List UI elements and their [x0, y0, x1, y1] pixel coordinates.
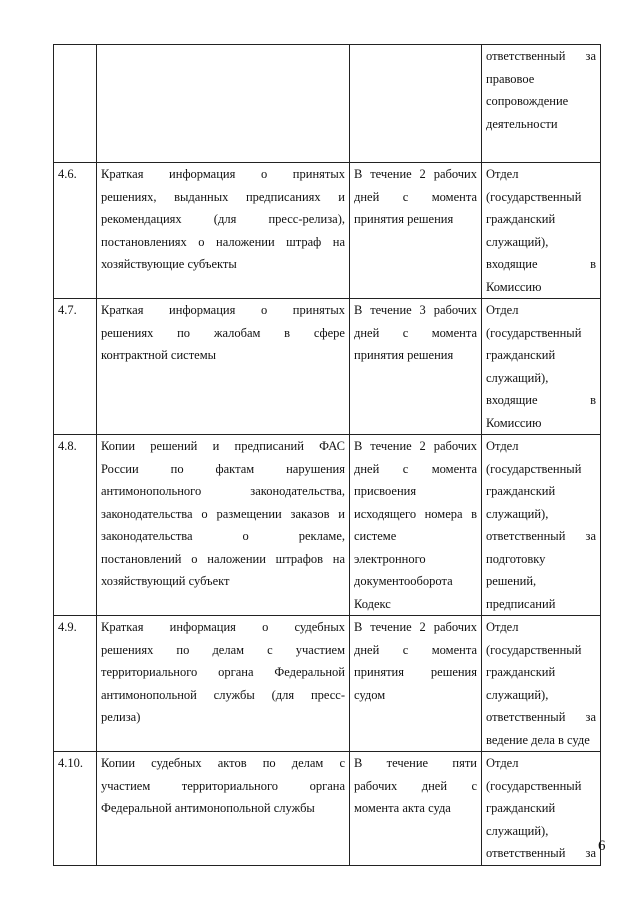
responsible-line: входящие в: [486, 393, 596, 407]
responsible-line: Отдел: [486, 439, 519, 453]
information-line: решениях по жалобам в сфере: [101, 325, 345, 340]
row-number: 4.8.: [58, 439, 77, 453]
responsible-line: гражданский: [486, 665, 556, 679]
information-line: релиза): [101, 710, 141, 724]
deadline-line: дней с момента: [354, 325, 477, 340]
responsible-line: служащий),: [486, 506, 549, 521]
responsible-cell: [482, 45, 601, 163]
deadline-cell: [350, 299, 482, 435]
table-row: [54, 163, 601, 299]
table-row: [54, 45, 601, 163]
deadline-line: документооборота: [354, 574, 453, 588]
information-line: Федеральной антимонопольной службы: [101, 801, 315, 815]
deadline-line: Кодекс: [354, 596, 391, 611]
information-type-cell: [97, 163, 350, 299]
information-type-cell: [97, 435, 350, 616]
table-body: [54, 45, 601, 866]
information-line: рекомендациях (для пресс-релиза),: [101, 212, 345, 226]
responsible-line: Комиссию: [486, 279, 542, 294]
table-row: [54, 299, 601, 435]
information-line: Краткая информация о принятых: [101, 303, 345, 317]
responsible-line: предписаний: [486, 596, 556, 611]
info-disclosure-table: [53, 44, 601, 866]
responsible-line: ответственный за: [486, 710, 596, 724]
row-number-cell: [54, 299, 97, 435]
deadline-line: В течение 3 рабочих: [354, 303, 477, 317]
deadline-line: системе: [354, 529, 397, 543]
deadline-line: дней с момента: [354, 461, 477, 476]
information-line: постановлений о наложении штрафов на: [101, 551, 345, 566]
responsible-line: (государственный: [486, 778, 582, 793]
page-number: 6: [598, 838, 606, 854]
responsible-line: (государственный: [486, 189, 582, 204]
information-type-cell: [97, 45, 350, 163]
responsible-line: Отдел: [486, 303, 519, 317]
deadline-line: дней с момента: [354, 189, 477, 204]
deadline-line: В течение 2 рабочих: [354, 620, 477, 634]
deadline-line: момента акта суда: [354, 801, 451, 815]
row-number: 4.9.: [58, 620, 77, 634]
responsible-line: (государственный: [486, 642, 582, 657]
responsible-cell: [482, 299, 601, 435]
deadline-line: принятия решения: [354, 665, 477, 679]
row-number-cell: [54, 45, 97, 163]
information-line: России по фактам нарушения: [101, 461, 345, 476]
information-line: решениях, выданных предписаниях и: [101, 189, 345, 204]
responsible-line: (государственный: [486, 325, 582, 340]
information-line: хозяйствующий субъект: [101, 574, 230, 588]
information-line: решениях по делам с участием: [101, 642, 345, 657]
responsible-line: гражданский: [486, 484, 556, 498]
responsible-cell: [482, 616, 601, 752]
responsible-line: Отдел: [486, 620, 519, 634]
responsible-cell: [482, 752, 601, 866]
deadline-line: принятия решения: [354, 348, 454, 362]
deadline-cell: [350, 435, 482, 616]
responsible-cell: [482, 435, 601, 616]
row-number-cell: [54, 435, 97, 616]
responsible-line: ведение дела в суде: [486, 732, 590, 747]
deadline-line: судом: [354, 687, 386, 702]
responsible-cell: [482, 163, 601, 299]
deadline-cell: [350, 45, 482, 163]
deadline-cell: [350, 616, 482, 752]
responsible-line: Отдел: [486, 167, 519, 181]
deadline-line: В течение пяти: [354, 756, 477, 770]
deadline-line: рабочих дней с: [354, 778, 477, 793]
information-type-cell: [97, 299, 350, 435]
responsible-line: подготовку: [486, 551, 546, 566]
responsible-line: ответственный за: [486, 49, 596, 63]
table-row: [54, 435, 601, 616]
row-number-cell: [54, 163, 97, 299]
information-line: хозяйствующие субъекты: [101, 257, 237, 271]
information-line: антимонопольного законодательства,: [101, 484, 345, 498]
row-number: 4.7.: [58, 303, 77, 317]
deadline-line: электронного: [354, 551, 426, 566]
deadline-line: В течение 2 рабочих: [354, 167, 477, 181]
information-line: контрактной системы: [101, 348, 217, 362]
table-row: [54, 616, 601, 752]
information-line: Краткая информация о судебных: [101, 620, 345, 634]
deadline-cell: [350, 752, 482, 866]
deadline-cell: [350, 163, 482, 299]
information-line: Краткая информация о принятых: [101, 167, 345, 181]
responsible-line: ответственный за: [486, 846, 596, 860]
responsible-line: входящие в: [486, 257, 596, 271]
responsible-line: служащий),: [486, 823, 549, 838]
row-number: 4.10.: [58, 756, 83, 770]
information-type-cell: [97, 616, 350, 752]
responsible-line: служащий),: [486, 370, 549, 385]
responsible-line: правовое: [486, 71, 535, 86]
responsible-line: служащий),: [486, 234, 549, 249]
responsible-line: Отдел: [486, 756, 519, 770]
row-number-cell: [54, 752, 97, 866]
deadline-line: исходящего номера в: [354, 506, 477, 521]
responsible-line: деятельности: [486, 116, 558, 131]
information-line: территориального органа Федеральной: [101, 665, 345, 679]
deadline-line: В течение 2 рабочих: [354, 439, 477, 453]
information-type-cell: [97, 752, 350, 866]
responsible-line: (государственный: [486, 461, 582, 476]
information-line: постановлениях о наложении штраф на: [101, 234, 345, 249]
information-line: законодательства о рекламе,: [101, 529, 345, 543]
responsible-line: гражданский: [486, 801, 556, 815]
information-line: участием территориального органа: [101, 778, 345, 793]
table-row: [54, 752, 601, 866]
responsible-line: сопровождение: [486, 94, 569, 108]
responsible-line: Комиссию: [486, 415, 542, 430]
responsible-line: решений,: [486, 574, 537, 588]
information-line: Копии решений и предписаний ФАС: [101, 439, 345, 453]
deadline-line: дней с момента: [354, 642, 477, 657]
row-number: 4.6.: [58, 167, 77, 181]
deadline-line: присвоения: [354, 484, 417, 498]
information-line: законодательства о размещении заказов и: [101, 506, 345, 521]
responsible-line: ответственный за: [486, 529, 596, 543]
responsible-line: гражданский: [486, 348, 556, 362]
responsible-line: гражданский: [486, 212, 556, 226]
information-line: антимонопольной службы (для пресс-: [101, 687, 345, 702]
deadline-line: принятия решения: [354, 212, 454, 226]
information-line: Копии судебных актов по делам с: [101, 756, 345, 770]
responsible-line: служащий),: [486, 687, 549, 702]
row-number-cell: [54, 616, 97, 752]
